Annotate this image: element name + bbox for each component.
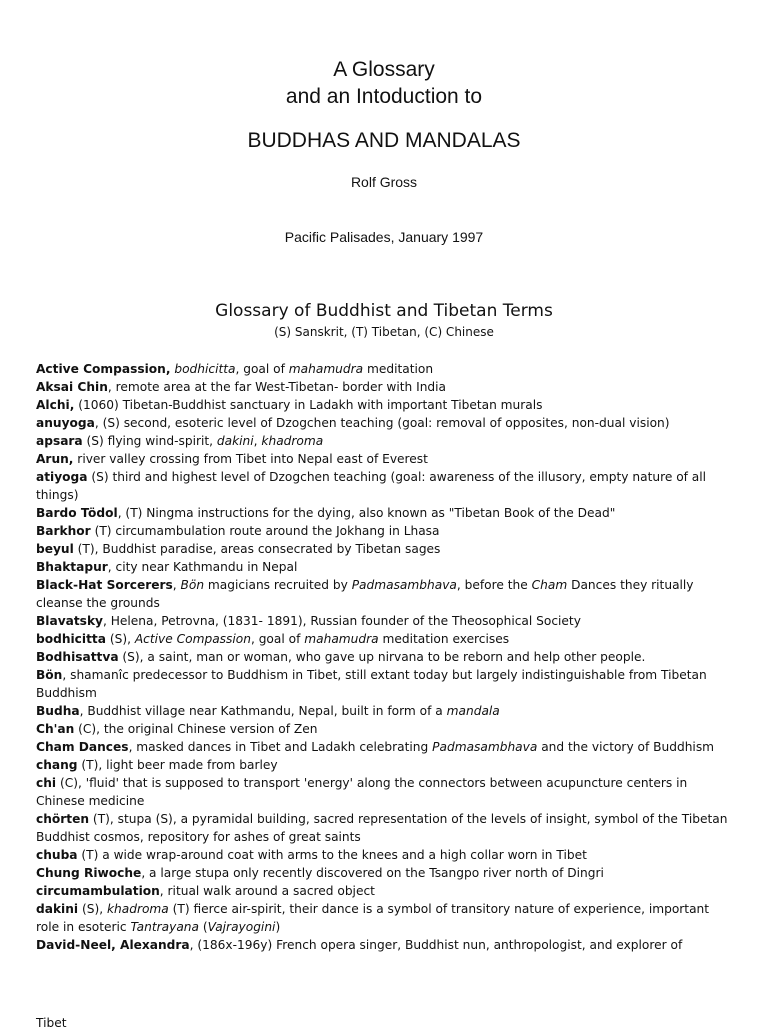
definition-text: , a large stupa only recently discovered on the Tsangpo river north of Dingri [141, 866, 604, 880]
italic-term: Tantrayana [130, 920, 199, 934]
definition-text: (1060) Tibetan-Buddhist sanctuary in Ladakh with important Tibetan murals [74, 398, 543, 412]
place-date: Pacific Palisades, January 1997 [284, 229, 484, 245]
book-title: BUDDHAS AND MANDALAS [247, 129, 521, 152]
glossary-subtitle: (S) Sanskrit, (T) Tibetan, (C) Chinese [274, 325, 494, 339]
glossary-term: Bön [36, 668, 63, 682]
glossary-term: chi [36, 776, 57, 790]
definition-text: (C), 'fluid' that is supposed to transport 'energy' along the connectors between acupuncture centers in Chinese medicine [36, 776, 688, 808]
definition-text: , [172, 578, 181, 592]
italic-term: mahamudra [288, 362, 364, 376]
glossary-entry [36, 882, 736, 900]
glossary-entry [36, 612, 736, 630]
definition-text: (T), light beer made from barley [77, 758, 278, 772]
definition-text: (S), a saint, man or woman, who gave up nirvana to be reborn and help other people. [118, 650, 646, 664]
glossary-entry [36, 846, 736, 864]
glossary-term: Budha [36, 704, 80, 718]
title-line-2: and an Intoduction to [285, 85, 483, 108]
title-line-1: A Glossary [333, 58, 435, 81]
glossary-term: Active Compassion, [36, 362, 171, 376]
glossary-term: Arun, [36, 452, 74, 466]
glossary-term: Bardo Tödol [36, 506, 118, 520]
definition-text: , (S) second, esoteric level of Dzogchen teaching (goal: removal of opposites, non-dual vision) [94, 416, 670, 430]
glossary-term: apsara [36, 434, 83, 448]
italic-term: Bön [180, 578, 205, 592]
glossary-title: Glossary of Buddhist and Tibetan Terms [215, 301, 553, 321]
italic-term: mandala [446, 704, 500, 718]
definition-text: (T) fierce air-spirit, their dance is a symbol of transitory nature of experience, important role in esoteric [36, 902, 710, 934]
definition-text: , before the [456, 578, 532, 592]
glossary-term: Cham Dances [36, 740, 129, 754]
glossary-entry [36, 720, 736, 738]
glossary-term: dakini [36, 902, 79, 916]
glossary-term: circumambulation [36, 884, 160, 898]
definition-text: , [253, 434, 262, 448]
italic-term: Active Compassion [134, 632, 251, 646]
definition-text: (T), stupa (S), a pyramidal building, sacred representation of the levels of insight, symbol of the Tibetan Buddhist cosmos, repository for ashes of great saints [36, 812, 728, 844]
definition-text: (S) flying wind-spirit, [82, 434, 217, 448]
definition-text: , goal of [250, 632, 305, 646]
glossary-term: atiyoga [36, 470, 88, 484]
glossary-term: David-Neel, Alexandra [36, 938, 190, 952]
glossary-term: Black-Hat Sorcerers [36, 578, 173, 592]
italic-term: Padmasambhava [432, 740, 538, 754]
definition-text: , ritual walk around a sacred object [159, 884, 375, 898]
definition-text: (C), the original Chinese version of Zen [74, 722, 318, 736]
glossary-term: Aksai Chin [36, 380, 108, 394]
italic-term: dakini [216, 434, 254, 448]
definition-text: and the victory of Buddhism [537, 740, 715, 754]
glossary-entry [36, 504, 736, 522]
glossary-entry [36, 522, 736, 540]
glossary-entry [36, 378, 736, 396]
glossary-entry [36, 360, 736, 378]
glossary-term: bodhicitta [36, 632, 106, 646]
glossary-entry [36, 576, 736, 612]
glossary-entry [36, 558, 736, 576]
definition-text: , goal of [235, 362, 289, 376]
glossary-entry [36, 666, 736, 702]
glossary-list [36, 360, 736, 954]
glossary-entry [36, 450, 736, 468]
definition-text: ( [199, 920, 208, 934]
definition-text: Dances they ritually cleanse the grounds [36, 578, 694, 610]
definition-text: river valley crossing from Tibet into Nepal east of Everest [73, 452, 428, 466]
definition-text: meditation [363, 362, 434, 376]
italic-term: khadroma [261, 434, 324, 448]
definition-text: meditation exercises [378, 632, 510, 646]
glossary-term: Barkhor [36, 524, 91, 538]
italic-term: bodhicitta [174, 362, 236, 376]
definition-text: , masked dances in Tibet and Ladakh celebrating [128, 740, 433, 754]
definition-text: , Helena, Petrovna, (1831- 1891), Russian founder of the Theosophical Society [103, 614, 581, 628]
glossary-entry [36, 630, 736, 648]
definition-text: (S), [105, 632, 135, 646]
glossary-term: Bodhisattva [36, 650, 119, 664]
glossary-entry [36, 702, 736, 720]
definition-text: magicians recruited by [204, 578, 352, 592]
glossary-entry [36, 774, 736, 810]
glossary-term: Ch'an [36, 722, 75, 736]
glossary-entry [36, 900, 736, 936]
definition-text: , remote area at the far West-Tibetan- border with India [107, 380, 447, 394]
definition-text: , city near Kathmandu in Nepal [107, 560, 298, 574]
italic-term: Padmasambhava [351, 578, 457, 592]
definition-text: (T), Buddhist paradise, areas consecrated by Tibetan sages [73, 542, 441, 556]
glossary-term: chörten [36, 812, 90, 826]
glossary-term: Alchi, [36, 398, 75, 412]
glossary-term: Blavatsky [36, 614, 103, 628]
glossary-term: anuyoga [36, 416, 95, 430]
definition-text: (T) circumambulation route around the Jokhang in Lhasa [90, 524, 440, 538]
definition-text: , Buddhist village near Kathmandu, Nepal, built in form of a [79, 704, 447, 718]
definition-text: ) [275, 920, 281, 934]
glossary-entry [36, 648, 736, 666]
italic-term: khadroma [106, 902, 169, 916]
glossary-entry [36, 432, 736, 450]
definition-text: (S) third and highest level of Dzogchen teaching (goal: awareness of the illusory, empty nature of all things) [36, 470, 707, 502]
glossary-entry [36, 738, 736, 756]
glossary-term: Chung Riwoche [36, 866, 142, 880]
glossary-term: chang [36, 758, 78, 772]
definition-text: , shamanîc predecessor to Buddhism in Tibet, still extant today but largely indistinguishable from Tibetan Buddhism [36, 668, 707, 700]
glossary-term: beyul [36, 542, 74, 556]
glossary-entry [36, 396, 736, 414]
glossary-entry [36, 540, 736, 558]
italic-term: Vajrayogini [207, 920, 276, 934]
glossary-entry [36, 936, 736, 954]
glossary-term: chuba [36, 848, 78, 862]
glossary-entry [36, 810, 736, 846]
glossary-entry [36, 414, 736, 432]
italic-term: mahamudra [304, 632, 379, 646]
glossary-term: Bhaktapur [36, 560, 108, 574]
glossary-entry [36, 864, 736, 882]
italic-term: Cham [531, 578, 568, 592]
glossary-entry [36, 468, 736, 504]
continued-text: Tibet [36, 1016, 67, 1030]
glossary-entry [36, 756, 736, 774]
definition-text: , (186x-196y) French opera singer, Buddhist nun, anthropologist, and explorer of [189, 938, 683, 952]
author: Rolf Gross [350, 174, 418, 190]
definition-text: (S), [78, 902, 107, 916]
definition-text: (T) a wide wrap-around coat with arms to the knees and a high collar worn in Tibet [77, 848, 587, 862]
definition-text: , (T) Ningma instructions for the dying, also known as "Tibetan Book of the Dead" [117, 506, 616, 520]
